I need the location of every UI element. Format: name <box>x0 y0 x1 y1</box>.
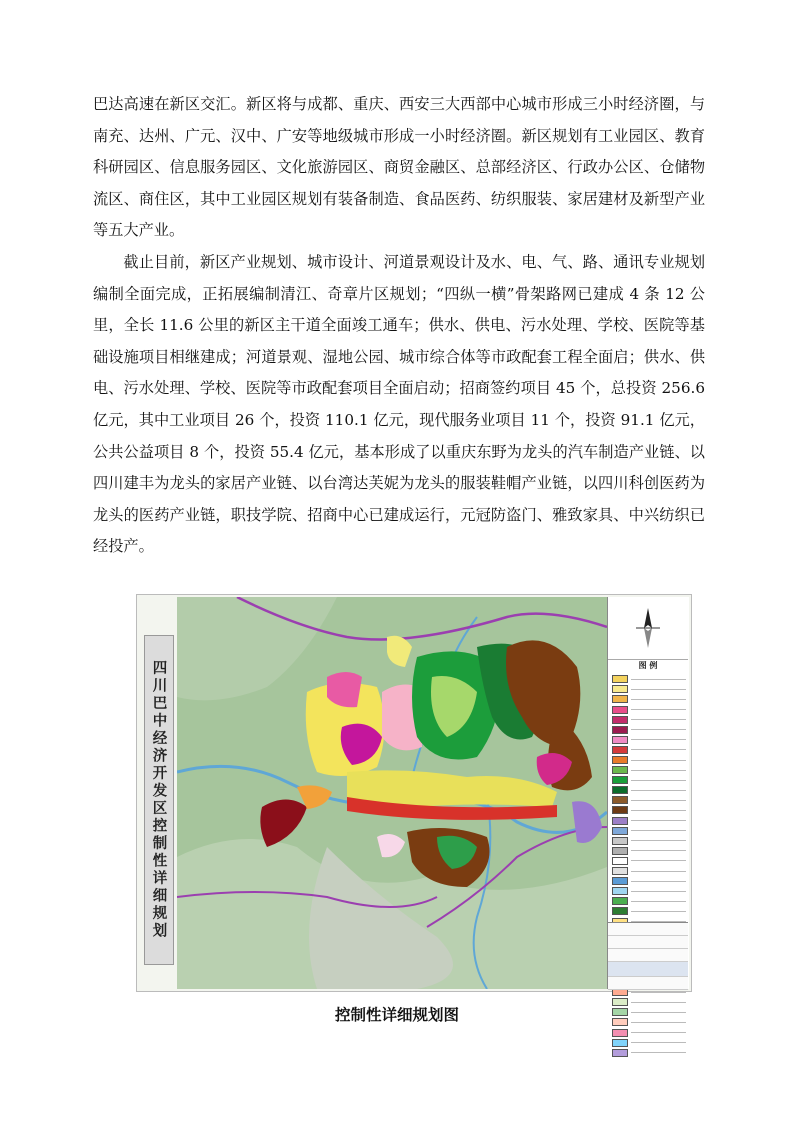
legend-swatch <box>612 897 628 905</box>
legend-label-placeholder <box>631 699 686 700</box>
legend-label-placeholder <box>631 891 686 892</box>
caption-text: 控制性详细规划图 <box>334 1006 459 1024</box>
legend-label-placeholder <box>631 820 686 821</box>
legend-label-placeholder <box>631 709 686 710</box>
map-drawing <box>177 597 607 989</box>
legend-swatch <box>612 827 628 835</box>
legend-swatch <box>612 1049 628 1057</box>
legend-row <box>612 796 686 805</box>
legend-swatch <box>612 716 628 724</box>
legend-swatch <box>612 706 628 714</box>
legend-footer <box>608 922 688 989</box>
legend-row <box>612 675 686 684</box>
legend-label-placeholder <box>631 860 686 861</box>
legend-swatch <box>612 756 628 764</box>
legend-row <box>612 725 686 734</box>
legend-label-placeholder <box>631 881 686 882</box>
legend-swatch <box>612 857 628 865</box>
legend-swatch <box>612 867 628 875</box>
legend-row <box>612 837 686 846</box>
legend-label-placeholder <box>631 749 686 750</box>
legend-swatch <box>612 1029 628 1037</box>
legend-swatch <box>612 1039 628 1047</box>
paragraph-2: 截止目前，新区产业规划、城市设计、河道景观设计及水、电、气、路、通讯专业规划编制全面完成，正拓展编制清江、奇章片区规划；“四纵一横”骨架路网已建成 4 条 12 公里，全长 11.6 公里的新区主干道全面竣工通车；供水、供电、污水处理、学校、医院等基础设施项目相继建成；河道景观、湿地公园、城市综合体等市政配套工程全面启；供水、供电、污水处理、学校、医院等市政配套项目全面启动；招商签约项目 45 个，总投资 256.6 亿元，其中工业项目 26 个，投资 110.1 亿元，现代服务业项目 11 个，投资 91.1 亿元，公共公益项目 8 个，投资 55.4 亿元，基本形成了以重庆东野为龙头的汽车制造产业链、以四川建丰为龙头的家居产业链、以台湾达芙妮为龙头的服装鞋帽产业链，以四川科创医药为龙头的医药产业链，职技学院、招商中心已建成运行，元冠防盗门、雅致家具、中兴纺织已经投产。 <box>93 253 705 556</box>
map-title-text: 四川巴中经济开发区控制性详细规划 <box>150 660 167 940</box>
legend-row <box>612 897 686 906</box>
legend-label-placeholder <box>631 760 686 761</box>
legend-swatch <box>612 877 628 885</box>
legend-label-placeholder <box>631 992 686 993</box>
legend-swatch <box>612 847 628 855</box>
legend-row <box>612 887 686 896</box>
legend-row <box>612 816 686 825</box>
legend-swatch <box>612 766 628 774</box>
map-canvas <box>177 597 607 989</box>
legend-row <box>612 736 686 745</box>
legend-swatch <box>612 726 628 734</box>
legend-row <box>612 746 686 755</box>
legend-row <box>612 715 686 724</box>
legend-swatch <box>612 806 628 814</box>
legend-row <box>612 685 686 694</box>
legend-swatch <box>612 887 628 895</box>
legend-swatch <box>612 786 628 794</box>
legend-row <box>612 907 686 916</box>
legend-row <box>612 705 686 714</box>
legend-label-placeholder <box>631 719 686 720</box>
legend-row <box>612 695 686 704</box>
north-arrow-icon <box>628 604 668 652</box>
north-arrow-panel <box>608 597 688 660</box>
map-legend <box>607 597 689 989</box>
legend-row <box>612 786 686 795</box>
legend-swatch <box>612 907 628 915</box>
legend-heading: 图 例 <box>638 661 658 670</box>
legend-row <box>612 766 686 775</box>
legend-label-placeholder <box>631 871 686 872</box>
map-vertical-title <box>144 635 174 965</box>
legend-row <box>612 877 686 886</box>
planning-map-figure <box>136 594 692 992</box>
legend-row <box>612 857 686 866</box>
legend-entries <box>612 675 686 1059</box>
footer-line <box>608 923 688 936</box>
paragraph-1: 巴达高速在新区交汇。新区将与成都、重庆、西安三大西部中心城市形成三小时经济圈，与南充、达州、广元、汉中、广安等地级城市形成一小时经济圈。新区规划有工业园区、教育科研园区、信息服务园区、文化旅游园区、商贸金融区、总部经济区、行政办公区、仓储物流区、商住区，其中工业园区规划有装备制造、食品医药、纺织服装、家居建材及新型产业等五大产业。 <box>93 95 705 240</box>
footer-line <box>608 949 688 962</box>
legend-swatch <box>612 685 628 693</box>
legend-label-placeholder <box>631 810 686 811</box>
legend-label-placeholder <box>631 780 686 781</box>
legend-row <box>612 756 686 765</box>
legend-swatch <box>612 796 628 804</box>
legend-row <box>612 776 686 785</box>
legend-row <box>612 1038 686 1047</box>
legend-row <box>612 867 686 876</box>
legend-label-placeholder <box>631 1032 686 1033</box>
legend-label-placeholder <box>631 911 686 912</box>
footer-line <box>608 936 688 949</box>
legend-label-placeholder <box>631 679 686 680</box>
legend-swatch <box>612 736 628 744</box>
legend-label-placeholder <box>631 901 686 902</box>
legend-row <box>612 847 686 856</box>
legend-row <box>612 1048 686 1057</box>
legend-row <box>612 806 686 815</box>
legend-label-placeholder <box>631 830 686 831</box>
legend-swatch <box>612 837 628 845</box>
legend-swatch <box>612 746 628 754</box>
legend-swatch <box>612 695 628 703</box>
legend-label-placeholder <box>631 770 686 771</box>
legend-label-placeholder <box>631 850 686 851</box>
legend-label-placeholder <box>631 729 686 730</box>
legend-label-placeholder <box>631 840 686 841</box>
legend-row <box>612 1028 686 1037</box>
legend-swatch <box>612 817 628 825</box>
legend-label-placeholder <box>631 1052 686 1053</box>
legend-label-placeholder <box>631 739 686 740</box>
legend-row <box>612 826 686 835</box>
legend-swatch <box>612 776 628 784</box>
legend-label-placeholder <box>631 790 686 791</box>
legend-label-placeholder <box>631 800 686 801</box>
legend-label-placeholder <box>631 1042 686 1043</box>
footer-line <box>608 977 688 990</box>
legend-label-placeholder <box>631 689 686 690</box>
figure-caption <box>0 1003 794 1025</box>
legend-swatch <box>612 675 628 683</box>
footer-logo-band <box>608 962 688 977</box>
